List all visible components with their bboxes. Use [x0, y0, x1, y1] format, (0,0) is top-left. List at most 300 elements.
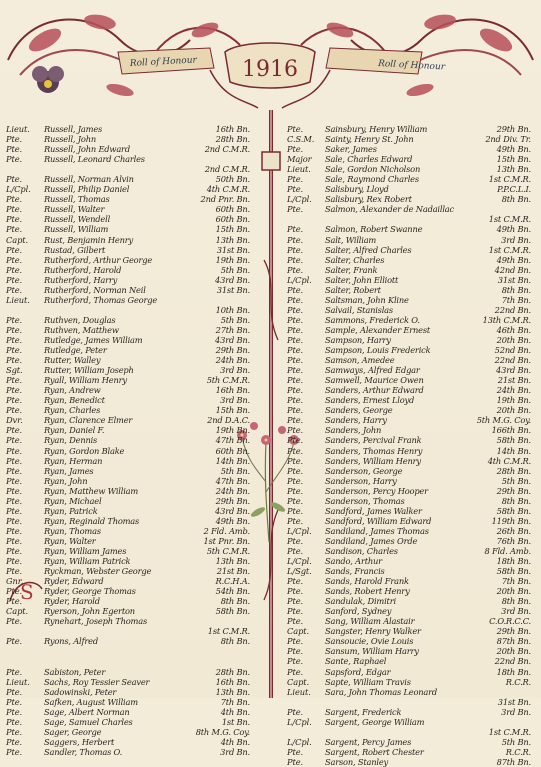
unit-label: 27th Bn. [215, 324, 250, 335]
roll-entry [6, 516, 256, 526]
roll-entry [6, 425, 256, 435]
unit-label: 43rd Bn. [215, 334, 250, 345]
rank-label: Major [287, 154, 312, 165]
roll-entry [287, 184, 537, 194]
rank-label: Pte. [6, 556, 23, 567]
unit-label: 28th Bn. [215, 134, 250, 145]
unit-label: 8th M.G. Coy. [195, 726, 250, 737]
rank-label: L/Cpl. [6, 184, 31, 195]
soldier-name: Sainty, Henry St. John [325, 134, 414, 145]
rank-label: Pte. [287, 535, 304, 546]
rank-label: Pte. [6, 636, 23, 647]
soldier-name: Sanders, William Henry [325, 455, 421, 466]
rank-label: Pte. [287, 576, 304, 587]
unit-label: 16th Bn. [215, 676, 250, 687]
unit-label: 8th Bn. [501, 495, 531, 506]
roll-entry [287, 506, 537, 516]
roll-entry [6, 255, 256, 265]
roll-entry [287, 687, 537, 697]
roll-entry [6, 747, 256, 757]
roll-entry [6, 526, 256, 536]
unit-label: 119th Bn. [491, 515, 531, 526]
unit-label: 5th M.G. Coy. [476, 415, 531, 426]
unit-label: 3rd Bn. [501, 606, 531, 617]
unit-label: 18th Bn. [496, 556, 531, 567]
unit-label: 29th Bn. [496, 626, 531, 637]
roll-entry [6, 375, 256, 385]
soldier-name: Sang, William Alastair [325, 616, 415, 627]
ribbon-banner-right [326, 48, 446, 74]
rank-label: Pte. [287, 455, 304, 466]
rank-label: Pte. [6, 566, 23, 577]
rank-label: Pte. [287, 465, 304, 476]
roll-entry [6, 566, 256, 576]
roll-entry [6, 556, 256, 566]
soldier-name: Russell, John Edward [44, 144, 130, 155]
rank-label: Pte. [287, 445, 304, 456]
rank-label: Pte. [287, 495, 304, 506]
unit-label: 8th Bn. [220, 596, 250, 607]
unit-label: 60th Bn. [215, 214, 250, 225]
unit-label: 16th Bn. [215, 385, 250, 396]
roll-entry [6, 546, 256, 556]
unit-label: 29th Bn. [215, 345, 250, 356]
roll-entry [287, 124, 537, 134]
roll-entry [287, 164, 537, 174]
unit-label: 22nd Bn. [494, 656, 531, 667]
unit-label: C.O.R.C.C. [489, 616, 531, 627]
year-text: 1916 [242, 57, 298, 82]
rank-label: Lieut. [287, 686, 311, 697]
unit-label: 28th Bn. [496, 465, 531, 476]
soldier-name: Rutherford, Norman Neil [44, 284, 146, 295]
soldier-name: Rutter, William Joseph [44, 365, 134, 376]
unit-label: 7th Bn. [501, 576, 531, 587]
soldier-name: Sanderson, George [325, 465, 403, 476]
roll-entry [6, 616, 256, 626]
rank-label: Pte. [6, 586, 23, 597]
unit-label: 13th Bn. [215, 234, 250, 245]
soldier-name: Ryder, George Thomas [44, 586, 136, 597]
soldier-name: Sampson, Louis Frederick [325, 345, 431, 356]
soldier-name: Sammons, Frederick O. [325, 314, 420, 325]
rank-label: Pte. [287, 395, 304, 406]
rank-label: Pte. [287, 314, 304, 325]
unit-label: 4th C.M.R. [206, 184, 250, 195]
rank-label: Pte. [6, 475, 23, 486]
soldier-name: Rynehart, Joseph Thomas [44, 616, 148, 627]
roll-entry [6, 174, 256, 184]
unit-label: 22nd Bn. [494, 304, 531, 315]
unit-label: 13th C.M.R. [482, 314, 531, 325]
unit-label: 49th Bn. [496, 254, 531, 265]
rank-label: Lieut. [6, 676, 30, 687]
roll-entry [287, 355, 537, 365]
unit-label: 20th Bn. [496, 586, 531, 597]
soldier-name: Sanderson, Thomas [325, 495, 405, 506]
roll-entry [6, 707, 256, 717]
unit-label: 20th Bn. [496, 405, 531, 416]
roll-entry [287, 435, 537, 445]
soldier-name: Ryan, John [44, 475, 88, 486]
unit-label: 18th Bn. [496, 666, 531, 677]
unit-label: 31st Bn. [497, 274, 531, 285]
soldier-name: Sangster, Henry Walker [325, 626, 421, 637]
unit-label: 3rd Bn. [220, 746, 250, 757]
center-ornamental-divider [258, 110, 284, 698]
rank-label: Pte. [287, 616, 304, 627]
rank-label: Pte. [287, 284, 304, 295]
initial-letter: S [20, 580, 34, 604]
roll-entry [287, 446, 537, 456]
roll-entry [287, 144, 537, 154]
unit-label: 24th Bn. [215, 355, 250, 366]
rank-label: Pte. [287, 756, 304, 767]
soldier-name: Sandford, James Walker [325, 505, 422, 516]
unit-label: 5th Bn. [220, 264, 250, 275]
rank-label: Sgt. [6, 365, 23, 376]
roll-entry [287, 295, 537, 305]
soldier-name: Rutherford, Harry [44, 274, 118, 285]
unit-label: 21st Bn. [216, 566, 250, 577]
soldier-name: Sansoucie, Ovie Louis [325, 636, 414, 647]
rank-label: Pte. [6, 144, 23, 155]
soldier-name: Sandison, Charles [325, 545, 398, 556]
rank-label: Pte. [287, 636, 304, 647]
unit-label: 15th Bn. [215, 405, 250, 416]
roll-entry [6, 596, 256, 606]
roll-entry [287, 496, 537, 506]
soldier-name: Ryerson, John Egerton [44, 606, 135, 617]
unit-label: R.C.R. [505, 676, 531, 687]
unit-label: 10th Bn. [215, 304, 250, 315]
roll-entry [287, 194, 537, 204]
rank-label: Pte. [6, 505, 23, 516]
unit-label: R.C.R. [505, 746, 531, 757]
unit-label: 76th Bn. [496, 535, 531, 546]
pansy-flower-icon [32, 66, 64, 93]
unit-label: 49th Bn. [496, 224, 531, 235]
roll-entry [287, 536, 537, 546]
unit-label: 19th Bn. [496, 395, 531, 406]
unit-label: 7th Bn. [220, 696, 250, 707]
soldier-name: Russell, Thomas [44, 194, 110, 205]
unit-label: 5th Bn. [501, 475, 531, 486]
rank-label: Pte. [287, 144, 304, 155]
unit-label: 1st Bn. [221, 716, 250, 727]
roll-entry [6, 626, 256, 636]
unit-label: 13th Bn. [215, 556, 250, 567]
soldier-name: Ryan, Herman [44, 455, 103, 466]
roll-entry [287, 747, 537, 757]
roll-entry [287, 134, 537, 144]
unit-label: 4th Bn. [220, 706, 250, 717]
soldier-name: Russell, Norman Alvin [44, 174, 134, 185]
rank-label: Pte. [287, 304, 304, 315]
rank-label: Pte. [6, 345, 23, 356]
names-column-right [287, 124, 537, 767]
rank-label: Pte. [287, 174, 304, 185]
roll-entry [287, 727, 537, 737]
roll-entry [6, 144, 256, 154]
rank-label: Pte. [6, 445, 23, 456]
roll-entry [6, 737, 256, 747]
rank-label: Pte. [287, 294, 304, 305]
roll-entry [287, 235, 537, 245]
rank-label: Pte. [287, 375, 304, 386]
soldier-name: Salisbury, Rex Robert [325, 194, 412, 205]
soldier-name: Salter, Alfred Charles [325, 244, 412, 255]
unit-label: 3rd Bn. [220, 365, 250, 376]
soldier-name: Sapte, William Travis [325, 676, 411, 687]
unit-label: 31st Bn. [216, 284, 250, 295]
roll-entry [287, 415, 537, 425]
roll-entry [287, 204, 537, 214]
rank-label: Pte. [6, 264, 23, 275]
rank-label: L/Cpl. [287, 274, 312, 285]
roll-entry [6, 345, 256, 355]
roll-entry [287, 757, 537, 767]
roll-entry [6, 204, 256, 214]
unit-label: 8th Bn. [501, 194, 531, 205]
roll-entry [6, 154, 256, 164]
soldier-name: Safken, August William [44, 696, 138, 707]
unit-label: 46th Bn. [496, 324, 531, 335]
roll-entry [6, 385, 256, 395]
unit-label: 5th Bn. [220, 465, 250, 476]
soldier-name: Sandford, William Edward [325, 515, 432, 526]
rank-label: Pte. [6, 485, 23, 496]
roll-entry [287, 375, 537, 385]
roll-entry [287, 737, 537, 747]
soldier-name: Sapsford, Edgar [325, 666, 391, 677]
soldier-name: Ryan, Walter [44, 535, 96, 546]
soldier-name: Sands, Robert Henry [325, 586, 410, 597]
roll-entry [6, 405, 256, 415]
rank-label: Pte. [287, 505, 304, 516]
unit-label: 13th Bn. [496, 164, 531, 175]
unit-label: 1st C.M.R. [488, 174, 531, 185]
rank-label: Dvr. [6, 415, 23, 426]
roll-entry [6, 355, 256, 365]
unit-label: 43rd Bn. [215, 505, 250, 516]
rank-label: Pte. [6, 666, 23, 677]
roll-entry [287, 576, 537, 586]
rank-label: Pte. [287, 475, 304, 486]
soldier-name: Rust, Benjamin Henry [44, 234, 133, 245]
rank-label: Pte. [6, 174, 23, 185]
soldier-name: Ryan, Matthew William [44, 485, 139, 496]
roll-entry [287, 395, 537, 405]
soldier-name: Samways, Alfred Edgar [325, 365, 420, 376]
soldier-name: Sale, Gordon Nicholson [325, 164, 421, 175]
unit-label: 8th Bn. [220, 636, 250, 647]
unit-label: 1st C.M.R. [207, 626, 250, 637]
soldier-name: Sanders, Thomas Henry [325, 445, 423, 456]
roll-entry [6, 295, 256, 305]
rank-label: Pte. [287, 324, 304, 335]
roll-entry [6, 285, 256, 295]
roll-entry [287, 667, 537, 677]
rank-label: Pte. [287, 485, 304, 496]
roll-entry [287, 325, 537, 335]
soldier-name: Sale, Raymond Charles [325, 174, 419, 185]
rank-label: Pte. [6, 525, 23, 536]
roll-entry [287, 275, 537, 285]
roll-entry [287, 315, 537, 325]
rank-label: Pte. [287, 244, 304, 255]
unit-label: 2nd Pnr. Bn. [200, 194, 250, 205]
soldier-name: Russell, Leonard Charles [44, 154, 145, 165]
soldier-name: Sando, Arthur [325, 556, 382, 567]
year-cartouche [225, 43, 315, 88]
roll-entry [287, 586, 537, 596]
rank-label: Pte. [287, 204, 304, 215]
roll-entry [6, 536, 256, 546]
roll-entry [6, 586, 256, 596]
soldier-name: Sanders, Arthur Edward [325, 385, 424, 396]
unit-label: 20th Bn. [496, 646, 531, 657]
unit-label: 166th Bn. [491, 425, 531, 436]
roll-entry [6, 697, 256, 707]
unit-label: 8th Bn. [501, 284, 531, 295]
soldier-name: Salt, William [325, 234, 377, 245]
soldier-name: Ryckman, Webster George [44, 566, 152, 577]
banner-right-text: Roll of Honour [377, 59, 446, 73]
unit-label: 1st C.M.R. [488, 726, 531, 737]
soldier-name: Sample, Alexander Ernest [325, 324, 431, 335]
roll-entry [6, 134, 256, 144]
roll-entry [6, 496, 256, 506]
roll-entry [287, 265, 537, 275]
roll-entry [287, 646, 537, 656]
roll-entry [287, 486, 537, 496]
soldier-name: Ruthven, Matthew [44, 324, 119, 335]
soldier-name: Sandler, Thomas O. [44, 746, 123, 757]
soldier-name: Russell, Walter [44, 204, 105, 215]
roll-entry [287, 154, 537, 164]
rank-label: Pte. [6, 545, 23, 556]
unit-label: R.C.H.A. [215, 576, 250, 587]
unit-label: 2nd D.A.C. [207, 415, 250, 426]
soldier-name: Russell, James [44, 124, 103, 134]
unit-label: 16th Bn. [215, 124, 250, 134]
rank-label: Pte. [6, 274, 23, 285]
soldier-name: Russell, Wendell [44, 214, 111, 225]
rank-label: Gnr. [6, 576, 24, 587]
roll-entry [6, 456, 256, 466]
roll-entry [6, 646, 256, 656]
roll-entry [6, 214, 256, 224]
unit-label: 31st Bn. [216, 244, 250, 255]
roll-entry [287, 305, 537, 315]
soldier-name: Ryan, Andrew [44, 385, 101, 396]
rank-label: Pte. [287, 124, 304, 134]
soldier-name: Russell, Philip Daniel [44, 184, 130, 195]
unit-label: 24th Bn. [496, 385, 531, 396]
unit-label: 29th Bn. [496, 485, 531, 496]
unit-label: 1st C.M.R. [488, 244, 531, 255]
rank-label: Capt. [6, 606, 29, 617]
soldier-name: Sargent, Frederick [325, 706, 402, 717]
roll-entry [287, 405, 537, 415]
rank-label: Pte. [287, 355, 304, 366]
unit-label: 29th Bn. [496, 124, 531, 134]
roll-entry [6, 315, 256, 325]
soldier-name: Ryan, Gordon Blake [44, 445, 125, 456]
rank-label: Pte. [287, 405, 304, 416]
roll-entry [287, 365, 537, 375]
roll-entry [287, 697, 537, 707]
rank-label: Pte. [287, 746, 304, 757]
unit-label: 19th Bn. [215, 425, 250, 436]
rank-label: L/Cpl. [287, 736, 312, 747]
rank-label: Pte. [6, 385, 23, 396]
rank-label: Lieut. [6, 294, 30, 305]
soldier-name: Sampson, Harry [325, 334, 391, 345]
rank-label: Pte. [287, 385, 304, 396]
soldier-name: Rustad, Gilbert [44, 244, 106, 255]
unit-label: 5th C.M.R. [206, 545, 250, 556]
soldier-name: Sargent, George William [325, 716, 425, 727]
rank-label: Pte. [6, 535, 23, 546]
roll-entry [6, 446, 256, 456]
rank-label: L/Sgt. [287, 566, 312, 577]
roll-entry [287, 456, 537, 466]
roll-entry [287, 516, 537, 526]
roll-entry [287, 626, 537, 636]
soldier-name: Rutherford, Thomas George [44, 294, 158, 305]
unit-label: P.P.C.L.I. [497, 184, 531, 195]
rank-label: L/Cpl. [287, 525, 312, 536]
soldier-name: Sadowinski, Peter [44, 686, 117, 697]
soldier-name: Saltsman, John Kline [325, 294, 409, 305]
rank-label: Pte. [6, 375, 23, 386]
unit-label: 87th Bn. [496, 636, 531, 647]
rank-label: Pte. [6, 455, 23, 466]
soldier-name: Rutherford, Harold [44, 264, 122, 275]
rank-label: Lieut. [6, 124, 30, 134]
soldier-name: Rutherford, Arthur George [44, 254, 153, 265]
roll-entry [287, 224, 537, 234]
soldier-name: Sanderson, Harry [325, 475, 397, 486]
soldier-name: Salmon, Robert Swanne [325, 224, 423, 235]
rank-label: Pte. [6, 204, 23, 215]
unit-label: 1st Pnr. Bn. [203, 535, 250, 546]
rank-label: L/Cpl. [287, 556, 312, 567]
soldier-name: Rutter, Walley [44, 355, 101, 366]
roll-entry [287, 546, 537, 556]
unit-label: 58th Bn. [496, 566, 531, 577]
roll-entry [287, 466, 537, 476]
rank-label: Pte. [6, 596, 23, 607]
unit-label: 47th Bn. [215, 435, 250, 446]
soldier-name: Sanders, George [325, 405, 393, 416]
rank-label: Capt. [6, 234, 29, 245]
unit-label: 29th Bn. [215, 495, 250, 506]
soldier-name: Ryder, Edward [44, 576, 104, 587]
roll-entry [287, 606, 537, 616]
rank-label: Pte. [287, 234, 304, 245]
rank-label: Pte. [6, 314, 23, 325]
soldier-name: Salmon, Alexander de Nadaillac [325, 204, 454, 215]
rank-label: Pte. [6, 435, 23, 446]
rank-label: L/Cpl. [287, 194, 312, 205]
roll-entry [6, 124, 256, 134]
soldier-name: Ryons, Alfred [44, 636, 98, 647]
unit-label: 58th Bn. [496, 435, 531, 446]
unit-label: 49th Bn. [496, 144, 531, 155]
